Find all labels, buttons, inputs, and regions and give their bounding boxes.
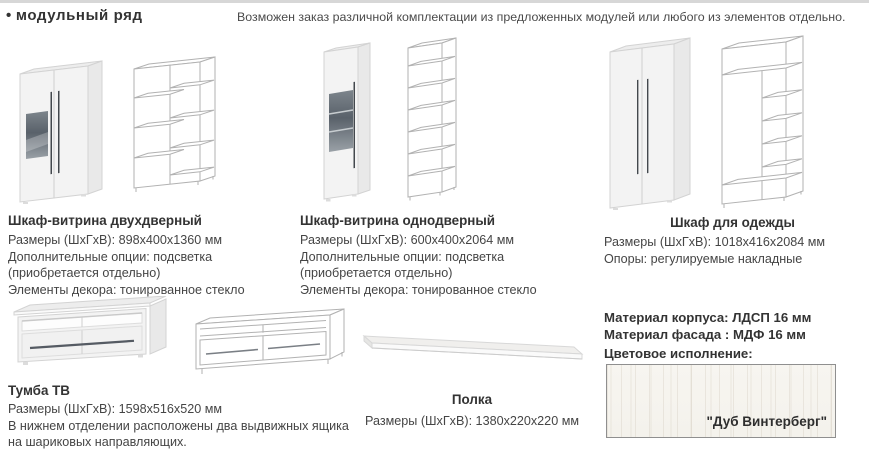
tv-stand-drawing bbox=[190, 304, 360, 384]
spec-line: Размеры (ШхГхВ): 898x400x1360 мм bbox=[8, 233, 223, 247]
swatch-label: "Дуб Винтерберг" bbox=[706, 414, 827, 429]
scan-page-edge bbox=[0, 0, 869, 3]
product-specs bbox=[300, 232, 537, 298]
wardrobe-interior-drawing bbox=[716, 33, 816, 211]
spec-line: Дополнительные опции: подсветка bbox=[8, 249, 213, 264]
section-title: модульный ряд bbox=[15, 7, 143, 24]
material-body-line: Материал корпуса: ЛДСП 16 мм bbox=[604, 310, 812, 325]
spec-line: В нижнем отделении расположены два выдвижных ящика bbox=[8, 418, 349, 433]
material-facade-line: Материал фасада : МДФ 16 мм bbox=[604, 327, 806, 342]
spec-line: Размеры (ШхГхВ): 600x400x2064 мм bbox=[300, 233, 515, 247]
spec-line: на шариковых направляющих. bbox=[8, 435, 187, 450]
section-header bbox=[6, 7, 143, 24]
spec-line: Опоры: регулируемые накладные bbox=[604, 251, 803, 266]
product-specs bbox=[8, 232, 245, 298]
cabinet-two-door-drawing bbox=[126, 53, 230, 198]
cabinet-one-door-photo bbox=[316, 36, 382, 204]
spec-line: Размеры (ШхГхВ): 1380x220x220 мм bbox=[364, 414, 580, 428]
shelving-tall-drawing bbox=[402, 34, 470, 204]
product-title: Шкаф для одежды bbox=[670, 215, 795, 230]
bullet-icon: • bbox=[6, 7, 12, 24]
product-specs bbox=[604, 234, 825, 267]
cabinet-two-door-photo bbox=[12, 52, 112, 204]
header-note: Возможен заказ различной комплектации из предложенных модулей или любого из элементов отдельно. bbox=[237, 10, 846, 24]
product-specs bbox=[336, 413, 608, 430]
spec-line: (приобретается отдельно) bbox=[300, 266, 453, 281]
wardrobe-photo bbox=[604, 34, 702, 210]
product-title: Тумба ТВ bbox=[8, 383, 70, 398]
tv-stand-photo bbox=[10, 296, 182, 372]
product-title: Шкаф-витрина однодверный bbox=[300, 213, 496, 228]
spec-line: Размеры (ШхГхВ): 1018x416x2084 мм bbox=[604, 235, 826, 249]
color-option-title: Цветовое исполнение: bbox=[604, 346, 753, 361]
spec-line: (приобретается отдельно) bbox=[8, 266, 161, 281]
spec-line: Элементы декора: тонированное стекло bbox=[8, 282, 245, 297]
product-title: Полка bbox=[451, 392, 493, 407]
spec-line: Элементы декора: тонированное стекло bbox=[300, 282, 537, 297]
spec-line: Дополнительные опции: подсветка bbox=[300, 249, 505, 264]
wood-color-swatch bbox=[606, 364, 836, 438]
spec-line: Размеры (ШхГхВ): 1598x516x520 мм bbox=[8, 402, 223, 416]
product-title: Шкаф-витрина двухдверный bbox=[8, 213, 202, 228]
wall-shelf-photo bbox=[356, 330, 588, 368]
product-specs bbox=[8, 401, 349, 451]
